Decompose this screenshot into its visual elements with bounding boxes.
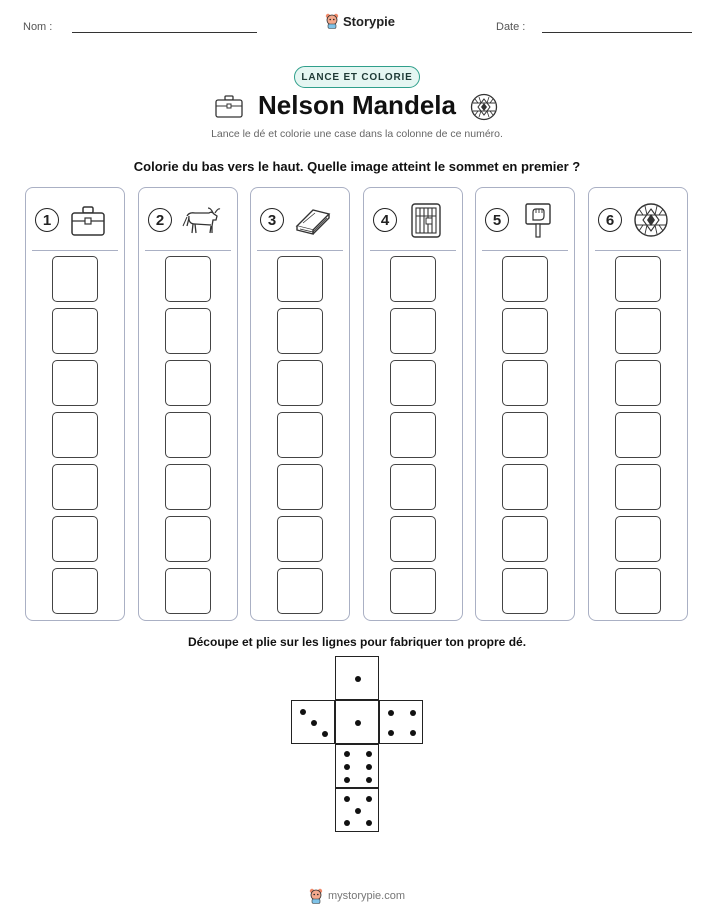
color-cell[interactable]	[165, 568, 211, 614]
activity-badge: LANCE ET COLORIE	[294, 66, 420, 88]
die-pip	[366, 777, 372, 783]
color-cell[interactable]	[502, 464, 548, 510]
die-pip	[355, 720, 361, 726]
color-cell[interactable]	[615, 360, 661, 406]
die-face-1	[335, 700, 379, 744]
color-cell[interactable]	[165, 256, 211, 302]
date-line[interactable]	[542, 32, 692, 33]
column-number: 5	[485, 208, 509, 232]
cut-instruction: Découpe et plie sur les lignes pour fabriquer ton propre dé.	[187, 635, 527, 649]
die-pip	[410, 710, 416, 716]
color-cell[interactable]	[390, 568, 436, 614]
die-pip	[344, 820, 350, 826]
column-number: 3	[260, 208, 284, 232]
prison-cell-icon	[406, 202, 446, 238]
color-cell[interactable]	[502, 360, 548, 406]
die-pip	[410, 730, 416, 736]
die-face-5	[335, 788, 379, 832]
color-cell[interactable]	[615, 464, 661, 510]
color-cell[interactable]	[52, 308, 98, 354]
die-pip	[322, 731, 328, 737]
color-cell[interactable]	[615, 516, 661, 562]
color-cell[interactable]	[615, 256, 661, 302]
protest-sign-icon	[518, 202, 558, 238]
column-number: 6	[598, 208, 622, 232]
cattle-icon	[181, 202, 221, 238]
color-cell[interactable]	[390, 256, 436, 302]
name-label: Nom :	[23, 21, 53, 33]
page-title: Nelson Mandela	[258, 90, 456, 120]
die-pip	[366, 820, 372, 826]
column-6	[588, 187, 688, 621]
die-pip	[311, 720, 317, 726]
die-pip	[366, 751, 372, 757]
color-cell[interactable]	[615, 308, 661, 354]
color-cell[interactable]	[277, 308, 323, 354]
color-cell[interactable]	[615, 568, 661, 614]
column-header	[476, 188, 574, 250]
color-cell[interactable]	[390, 308, 436, 354]
color-cell[interactable]	[277, 412, 323, 458]
column-divider	[370, 250, 456, 251]
briefcase-icon	[68, 202, 108, 238]
footer	[0, 888, 714, 904]
color-cell[interactable]	[165, 464, 211, 510]
die-pip	[300, 709, 306, 715]
storypie-logo	[325, 13, 395, 29]
color-cell[interactable]	[502, 308, 548, 354]
color-cell[interactable]	[502, 256, 548, 302]
color-cell[interactable]	[52, 568, 98, 614]
color-cell[interactable]	[277, 516, 323, 562]
color-cell[interactable]	[390, 516, 436, 562]
die-pip	[344, 777, 350, 783]
die-face-3	[291, 700, 335, 744]
column-header	[589, 188, 687, 250]
color-cell[interactable]	[502, 516, 548, 562]
die-pip	[344, 764, 350, 770]
column-3	[250, 187, 350, 621]
color-cell[interactable]	[52, 412, 98, 458]
color-cell[interactable]	[390, 412, 436, 458]
column-header	[26, 188, 124, 250]
die-pip	[366, 764, 372, 770]
column-divider	[32, 250, 118, 251]
column-header	[364, 188, 462, 250]
die-face-6	[335, 744, 379, 788]
die-face-4	[379, 700, 423, 744]
column-number: 4	[373, 208, 397, 232]
column-2	[138, 187, 238, 621]
column-divider	[482, 250, 568, 251]
date-label: Date :	[496, 21, 526, 33]
column-number: 1	[35, 208, 59, 232]
column-5	[475, 187, 575, 621]
color-cell[interactable]	[277, 464, 323, 510]
african-pattern-ball-icon	[470, 93, 498, 121]
color-cell[interactable]	[390, 360, 436, 406]
color-cell[interactable]	[277, 256, 323, 302]
die-pip	[355, 676, 361, 682]
color-cell[interactable]	[52, 464, 98, 510]
column-1	[25, 187, 125, 621]
color-cell[interactable]	[165, 308, 211, 354]
brand-name: Storypie	[343, 13, 396, 29]
game-instruction: Colorie du bas vers le haut. Quelle image atteint le sommet en premier ?	[133, 159, 581, 174]
column-divider	[595, 250, 681, 251]
color-cell[interactable]	[52, 360, 98, 406]
die-pip	[388, 710, 394, 716]
color-cell[interactable]	[277, 360, 323, 406]
page-subtitle: Lance le dé et colorie une case dans la colonne de ce numéro.	[211, 128, 503, 140]
african-pattern-ball-icon	[631, 202, 671, 238]
color-cell[interactable]	[52, 256, 98, 302]
color-cell[interactable]	[502, 412, 548, 458]
bear-mascot-icon	[309, 888, 323, 904]
book-icon	[293, 202, 333, 238]
die-pip	[388, 730, 394, 736]
die-pip	[344, 751, 350, 757]
color-cell[interactable]	[165, 412, 211, 458]
column-number: 2	[148, 208, 172, 232]
footer-url: mystorypie.com	[327, 890, 406, 902]
die-pip	[344, 796, 350, 802]
color-cell[interactable]	[277, 568, 323, 614]
die-pip	[366, 796, 372, 802]
column-divider	[257, 250, 343, 251]
die-face-1	[335, 656, 379, 700]
color-cell[interactable]	[615, 412, 661, 458]
color-cell[interactable]	[502, 568, 548, 614]
color-cell[interactable]	[390, 464, 436, 510]
color-cell[interactable]	[52, 516, 98, 562]
die-pip	[355, 808, 361, 814]
column-header	[139, 188, 237, 250]
column-4	[363, 187, 463, 621]
bear-mascot-icon	[325, 13, 339, 29]
column-divider	[145, 250, 231, 251]
name-line[interactable]	[72, 32, 257, 33]
color-cell[interactable]	[165, 516, 211, 562]
color-cell[interactable]	[165, 360, 211, 406]
column-header	[251, 188, 349, 250]
